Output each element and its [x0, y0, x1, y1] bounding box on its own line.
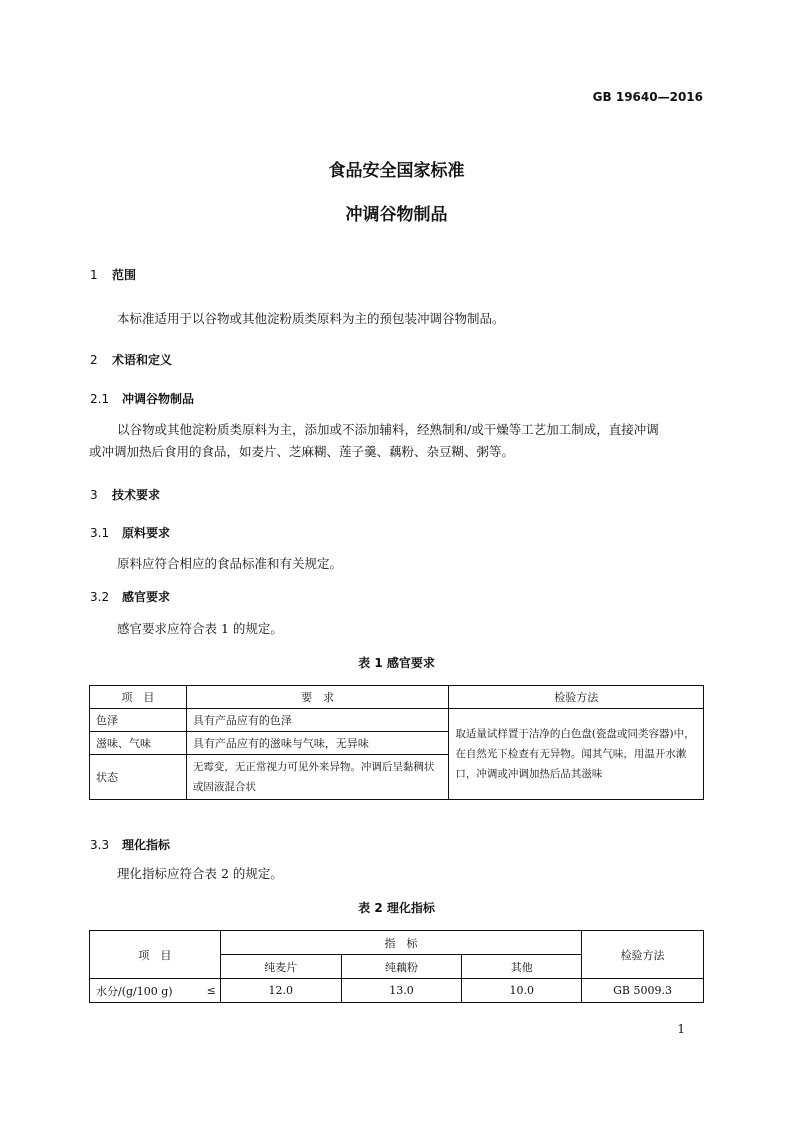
section-3-2-text: 感官要求应符合表 1 的规定。 [117, 621, 283, 636]
section-2-1-text-line2: 或冲调加热后食用的食品，如麦片、芝麻糊、莲子羹、藕粉、杂豆糊、粥等。 [89, 444, 515, 459]
section-title: 原料要求 [122, 526, 171, 540]
section-number: 1 [90, 268, 98, 282]
header-requirement: 要 求 [186, 686, 449, 709]
section-title: 术语和定义 [112, 353, 173, 367]
section-2-heading [90, 351, 172, 368]
section-1-heading [90, 266, 136, 283]
section-title: 感官要求 [122, 590, 171, 604]
section-3-1-text: 原料应符合相应的食品标准和有关规定。 [117, 556, 343, 571]
section-1-text: 本标准适用于以谷物或其他淀粉质类原料为主的预包装冲调谷物制品。 [117, 311, 505, 326]
physicochemical-index-table [89, 930, 704, 1003]
row-item: 状态 [90, 755, 187, 800]
row-value: 12.0 [220, 979, 341, 1003]
table-header-row [90, 686, 704, 709]
section-title: 技术要求 [112, 488, 161, 502]
header-index: 指 标 [220, 931, 581, 955]
table-row [90, 979, 704, 1003]
section-number: 3 [90, 488, 98, 502]
subheader-other: 其他 [462, 955, 582, 979]
document-subtitle: 冲调谷物制品 [345, 205, 448, 225]
section-number: 3.1 [90, 526, 110, 540]
section-title: 范围 [112, 268, 137, 282]
section-number: 2 [90, 353, 98, 367]
header-method: 检验方法 [449, 686, 704, 709]
section-3-2-heading [90, 588, 170, 605]
section-2-1-heading [90, 390, 194, 407]
row-value: 10.0 [462, 979, 582, 1003]
inspection-method: 取适量试样置于洁净的白色盘(瓷盘或同类容器)中，在自然光下检查有无异物。闻其气味，用温开水漱口，冲调或冲调加热后品其滋味 [449, 709, 704, 800]
section-3-heading [90, 486, 160, 503]
subheader-pure-oat: 纯麦片 [220, 955, 341, 979]
table-row [90, 709, 704, 732]
section-number: 3.3 [90, 838, 110, 852]
section-3-3-heading [90, 836, 170, 853]
section-number: 2.1 [90, 392, 110, 406]
section-title: 冲调谷物制品 [122, 392, 195, 406]
row-requirement: 无霉变，无正常视力可见外来异物。冲调后呈黏稠状或固液混合状 [186, 755, 449, 800]
header-method: 检验方法 [582, 931, 704, 979]
row-symbol: ≤ [199, 979, 220, 1003]
table-header-row [90, 931, 704, 955]
section-3-1-heading [90, 524, 170, 541]
standard-code: GB 19640—2016 [592, 90, 703, 104]
row-item: 色泽 [90, 709, 187, 732]
row-item: 滋味、气味 [90, 732, 187, 755]
row-requirement: 具有产品应有的色泽 [186, 709, 449, 732]
row-requirement: 具有产品应有的滋味与气味，无异味 [186, 732, 449, 755]
row-value: 13.0 [341, 979, 462, 1003]
header-item: 项 目 [90, 931, 221, 979]
table-2-caption: 表 2 理化指标 [358, 901, 435, 915]
section-number: 3.2 [90, 590, 110, 604]
row-method: GB 5009.3 [582, 979, 704, 1003]
section-3-3-text: 理化指标应符合表 2 的规定。 [117, 866, 283, 881]
sensory-requirements-table [89, 685, 704, 800]
section-title: 理化指标 [122, 838, 171, 852]
page-number: 1 [677, 1022, 685, 1036]
section-2-1-text-line1: 以谷物或其他淀粉质类原料为主，添加或不添加辅料，经熟制和/或干燥等工艺加工制成，直接冲调 [117, 422, 659, 437]
document-title: 食品安全国家标准 [328, 161, 465, 181]
subheader-pure-lotus-root: 纯藕粉 [341, 955, 462, 979]
header-item: 项 目 [90, 686, 187, 709]
table-1-caption: 表 1 感官要求 [358, 656, 435, 670]
row-item: 水分/(g/100 g) [90, 979, 200, 1003]
